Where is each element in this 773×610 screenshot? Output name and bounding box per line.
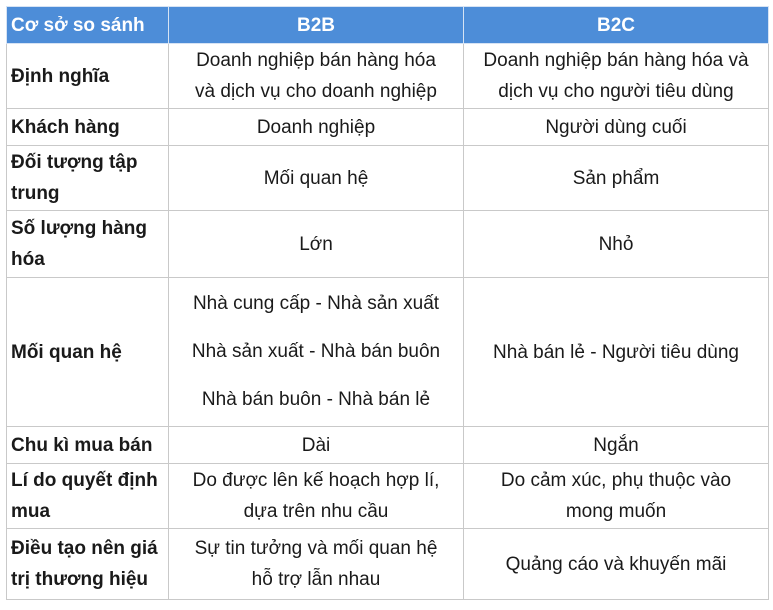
cell-line: mong muốn (565, 501, 667, 522)
table-row (7, 427, 769, 464)
label-line: Số lượng hàng (11, 218, 147, 239)
cell-line: dựa trên nhu cầu (243, 501, 389, 522)
table-row (7, 211, 769, 278)
label-line: Lí do quyết định (11, 470, 158, 491)
comparison-table (6, 6, 769, 600)
b2b-cell (169, 44, 464, 109)
b2b-cell (169, 529, 464, 600)
label-line: Đối tượng tập (11, 152, 138, 173)
cell-line: dịch vụ cho người tiêu dùng (498, 81, 734, 102)
cell-line: Do cảm xúc, phụ thuộc vào (500, 470, 732, 491)
row-label: Định nghĩa (7, 44, 169, 109)
b2b-cell: Doanh nghiệp (169, 109, 464, 146)
b2c-cell (464, 464, 769, 529)
b2c-cell: Quảng cáo và khuyến mãi (464, 529, 769, 600)
row-label (7, 464, 169, 529)
label-line: trị thương hiệu (11, 569, 149, 590)
table-row (7, 464, 769, 529)
header-b2c: B2C (464, 7, 769, 44)
b2c-cell: Nhỏ (464, 211, 769, 278)
b2c-cell (464, 44, 769, 109)
b2c-cell: Người dùng cuối (464, 109, 769, 146)
b2b-cell: Mối quan hệ (169, 146, 464, 211)
row-label (7, 211, 169, 278)
cell-line: Nhà sản xuất - Nhà bán buôn (191, 341, 441, 362)
b2c-cell: Ngắn (464, 427, 769, 464)
cell-line: hỗ trợ lẫn nhau (251, 569, 381, 590)
row-label (7, 146, 169, 211)
label-line: hóa (11, 249, 45, 270)
cell-line: Nhà cung cấp - Nhà sản xuất (192, 293, 440, 314)
row-label: Chu kì mua bán (7, 427, 169, 464)
cell-line: Doanh nghiệp bán hàng hóa (196, 50, 436, 71)
header-criteria: Cơ sở so sánh (7, 7, 169, 44)
table-row (7, 146, 769, 211)
b2b-cell (169, 464, 464, 529)
header-row (7, 7, 769, 44)
b2b-cell: Lớn (169, 211, 464, 278)
table-row (7, 109, 769, 146)
row-label (7, 529, 169, 600)
b2b-cell: Dài (169, 427, 464, 464)
cell-line: Nhà bán buôn - Nhà bán lẻ (201, 389, 431, 410)
label-line: trung (11, 183, 60, 204)
label-line: mua (11, 501, 51, 522)
label-line: Điều tạo nên giá (11, 538, 158, 559)
cell-line: Doanh nghiệp bán hàng hóa và (483, 50, 749, 71)
cell-line: Do được lên kế hoạch hợp lí, (192, 470, 440, 491)
header-b2b: B2B (169, 7, 464, 44)
b2c-cell: Nhà bán lẻ - Người tiêu dùng (464, 278, 769, 427)
table-row (7, 529, 769, 600)
cell-line: và dịch vụ cho doanh nghiệp (195, 81, 437, 102)
row-label: Mối quan hệ (7, 278, 169, 427)
table-row (7, 278, 769, 427)
row-label: Khách hàng (7, 109, 169, 146)
b2c-cell: Sản phẩm (464, 146, 769, 211)
b2b-cell (169, 278, 464, 427)
cell-line: Sự tin tưởng và mối quan hệ (194, 538, 438, 559)
table-row (7, 44, 769, 109)
